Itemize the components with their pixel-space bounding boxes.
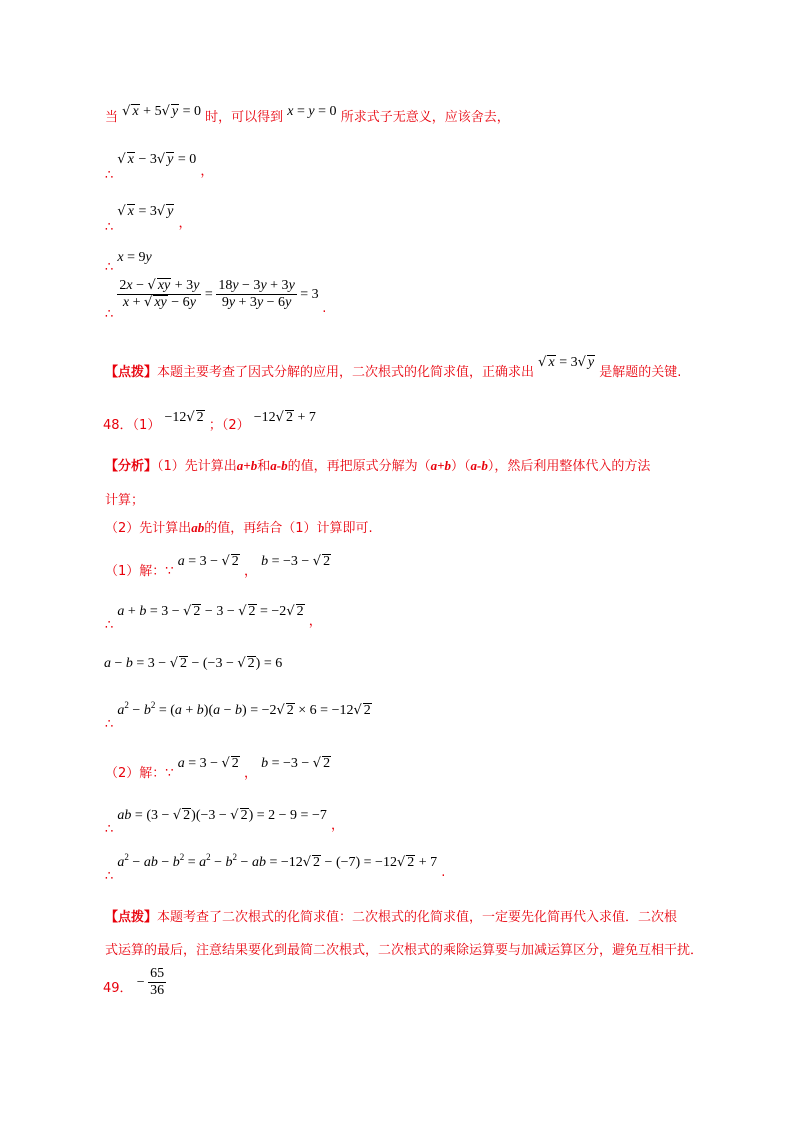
step-line-4: ∴ $\frac{2x - √ xy + 3y}{x + √ xy - 6y}$ = $\frac{18y - 3y + 3y}{9y + 3y - 6y}$ = 3 . — [105, 278, 327, 322]
answer-49: 49． − $\frac{65}{36}$ — [103, 966, 165, 998]
equation-final: $a^2$ − ab − $b^2 = a^2 - b^2$ − ab = −12√ 2 − (−7) = −12√ 2 + 7 — [117, 852, 438, 870]
tip-paragraph-2-line2: 式运算的最后，注意结果要化到最简二次根式，二次根式的乘除运算要与加减运算区分，避免互相干扰． — [105, 943, 704, 958]
equation-a-plus-b: a + b = 3 − √ 2 − 3 − √ 2 = −2√ 2 — [117, 604, 304, 619]
analysis-paragraph-line3: （2）先计算出ab的值，再结合（1）计算即可. — [105, 520, 373, 536]
tip-paragraph-1: 【点拨】本题主要考查了因式分解的应用，二次根式的化简求值，正确求出 √ x = 3√ y 是解题的关键. — [105, 355, 682, 380]
step-line-3: ∴ x = 9y — [105, 250, 152, 275]
answer-48-part2: −12√ 2 + 7 — [253, 410, 316, 425]
equation-a-eq-2: a = 3 − √ 2 — [177, 756, 239, 771]
analysis-paragraph-line1: 【分析】（1）先计算出a+b和a-b的值，再把原式分解为（a+b）（a-b），然后利用整体代入的方法 — [105, 458, 651, 474]
answer-48: 48．（1） −12√ 2 ；（2） −12√ 2 + 7 — [103, 410, 316, 433]
fraction-equation: $\frac{2x - √ xy + 3y}{x + √ xy - 6y}$ = $\frac{18y - 3y + 3y}{9y + 3y - 6y}$ = 3 — [119, 278, 319, 310]
equation-sqrtx-eq-3sqrty-inline: √ x = 3√ y — [538, 355, 595, 370]
equation-b-eq: b = −3 − √ 2 — [261, 554, 331, 569]
equation-sqrtx-plus-5sqrty: √ x + 5√ y = 0 — [122, 104, 201, 119]
equation-sqrtx-eq-3sqrty: √ x = 3√ y — [117, 204, 174, 219]
answer-48-part1: −12√ 2 — [164, 410, 204, 425]
solution-2-given: （2）解：∵ a = 3 − √ 2 ， b = −3 − √ 2 — [105, 756, 331, 781]
tip-paragraph-2-line1: 【点拨】本题考查了二次根式的化简求值：二次根式的化简求值，一定要先化简再代入求值．二次根 — [105, 910, 678, 925]
step-line-1: ∴ √ x − 3√ y = 0 ， — [105, 152, 214, 183]
analysis-paragraph-line2: 计算； — [105, 493, 145, 508]
equation-b-eq-2: b = −3 − √ 2 — [261, 756, 331, 771]
equation-sqrtx-minus-3sqrty: √ x − 3√ y = 0 — [117, 152, 197, 167]
condition-line: 当 √ x + 5√ y = 0 时，可以得到 x = y = 0 所求式子无意义，应该舍去， — [105, 104, 510, 125]
step-line-2: ∴ √ x = 3√ y ， — [105, 204, 192, 235]
solution-1-given: （1）解：∵ a = 3 − √ 2 ， b = −3 − √ 2 — [105, 554, 331, 579]
solution-1-result: ∴ $a^2 - b^2 = (a + b)(a - b) = -2√$ 2 × 6 = −12√ 2 — [105, 700, 371, 732]
equation-ab: ab = (3 − √ 2)(−3 − √ 2) = 2 − 9 = −7 — [117, 808, 327, 823]
equation-a-eq: a = 3 − √ 2 — [177, 554, 239, 569]
solution-2-result: ∴ $a^2$ − ab − $b^2 = a^2 - b^2$ − ab = −12√ 2 − (−7) = −12√ 2 + 7 . — [105, 852, 446, 884]
answer-49-value: − $\frac{65}{36}$ — [136, 966, 165, 998]
equation-a2-minus-b2: $a^2 - b^2 = (a + b)(a - b) = -2√$ 2 × 6 = −12√ 2 — [117, 700, 371, 718]
equation-a-minus-b: a − b = 3 − √ 2 − (−3 − √ 2) = 6 — [104, 656, 283, 671]
solution-1-sum: ∴ a + b = 3 − √ 2 − 3 − √ 2 = −2√ 2 ， — [105, 604, 322, 633]
equation-x-eq-9y: x = 9y — [117, 250, 152, 265]
solution-2-product: ∴ ab = (3 − √ 2)(−3 − √ 2) = 2 − 9 = −7 ， — [105, 808, 344, 837]
equation-x-eq-y-eq-0: x = y = 0 — [287, 104, 337, 119]
solution-1-diff — [104, 656, 282, 672]
